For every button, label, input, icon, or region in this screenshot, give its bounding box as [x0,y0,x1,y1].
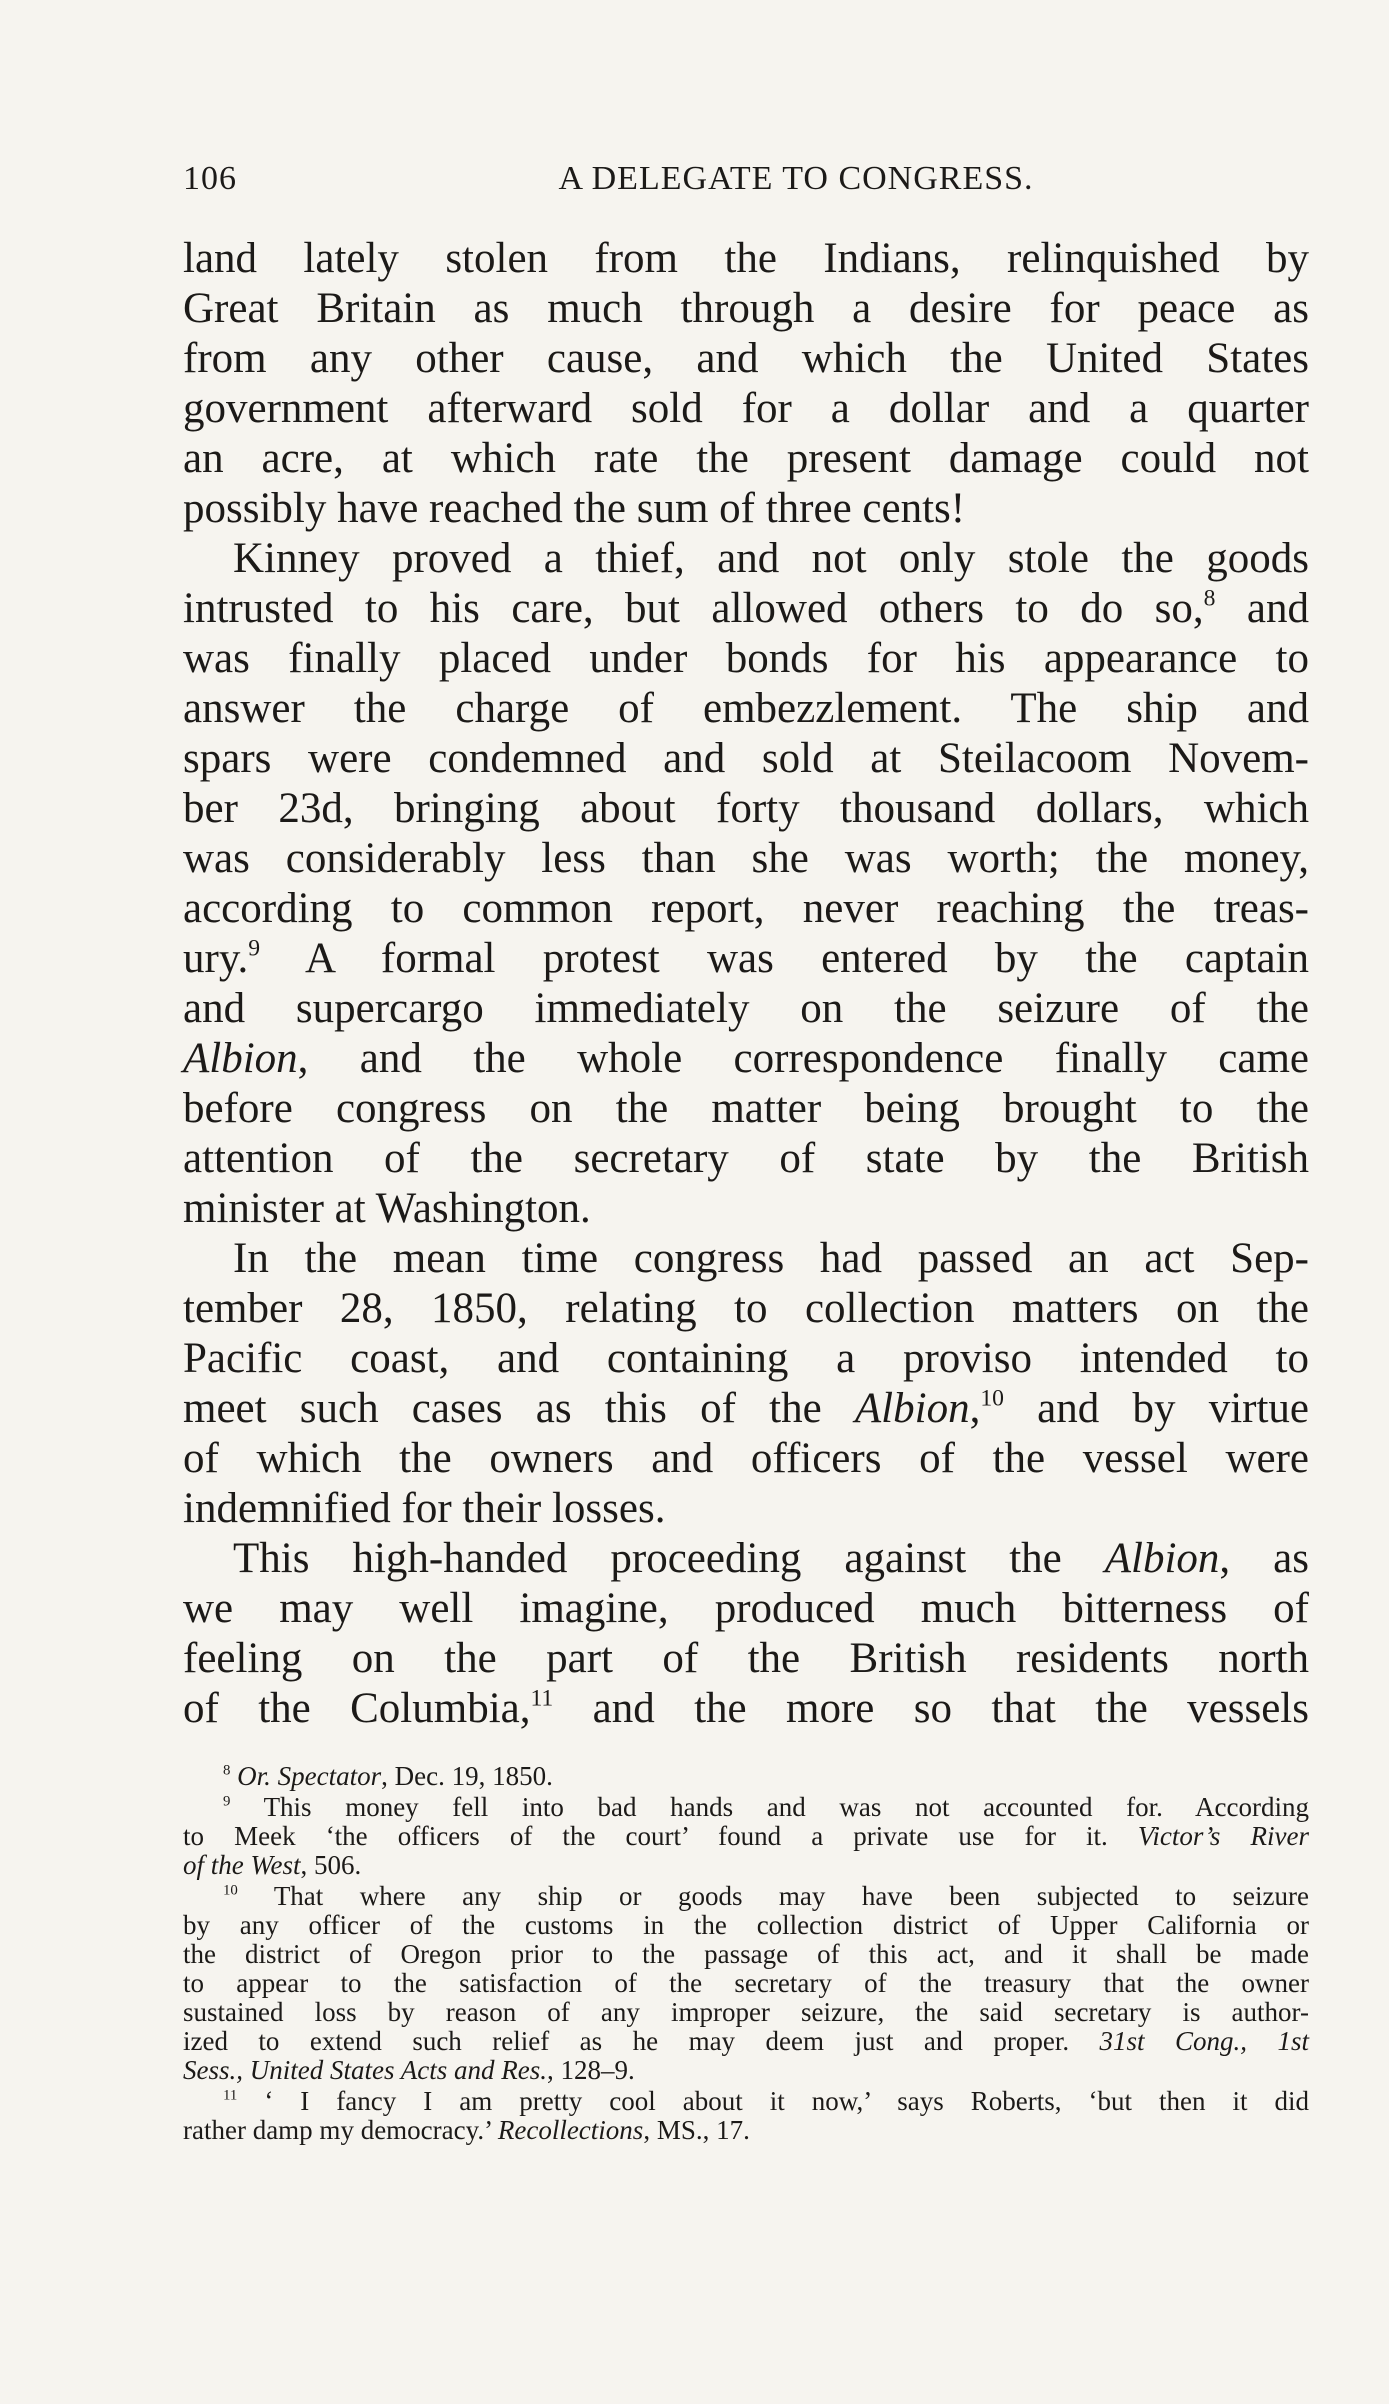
text-line: Great Britain as much through a desire for peace as [183,285,1309,332]
footnote-line: $^9$ This money fell into bad hands and was not accounted for. According [223,1792,1309,1822]
text-line: from any other cause, and which the United States [183,335,1309,382]
text-line: before congress on the matter being brought to the [183,1085,1309,1132]
footnote-line: sustained loss by reason of any improper seizure, the said secretary is author- [183,1997,1309,2027]
text-line: This high-handed proceeding against the Albion, as [233,1535,1309,1582]
citation-title: Or. Spectator [237,1761,382,1791]
footnote-mark: 11 [223,2087,238,2104]
footnote-ref-8: 8 [1203,585,1216,612]
vessel-name: Albion [854,1385,970,1432]
footnote-line: of the West, 506. [183,1850,362,1880]
footnote-mark: 9 [223,1793,231,1810]
text-line: tember 28, 1850, relating to collection matters on the [183,1285,1309,1332]
text-line: minister at Washington. [183,1185,591,1232]
paragraph-2 [183,534,1309,1234]
footnotes [183,1762,1309,2145]
footnote-line: $^{11}$ ‘ I fancy I am pretty cool about it now,’ says Roberts, ‘but then it did [223,2086,1310,2116]
footnote-line: to Meek ‘the officers of the court’ found a private use for it. Victor’s River [183,1821,1309,1851]
text-line: feeling on the part of the British residents north [183,1635,1309,1682]
footnote-10 [183,1882,1309,2085]
text-line: of which the owners and officers of the vessel were [183,1435,1309,1482]
footnote-9 [183,1793,1309,1880]
text-line: Kinney proved a thief, and not only stole the goods [233,535,1309,582]
footnote-line: to appear to the satisfaction of the secretary of the treasury that the owner [183,1968,1309,1998]
citation-title: of the West [183,1850,301,1880]
text-line: an acre, at which rate the present damage could not [183,435,1309,482]
text-line: we may well imagine, produced much bitterness of [183,1585,1309,1632]
text-line: spars were condemned and sold at Steilacoom Novem- [183,735,1309,782]
text-line: ber 23d, bringing about forty thousand dollars, which [183,785,1309,832]
footnote-ref-10: 10 [980,1385,1004,1412]
footnote-mark: 8 [223,1762,231,1779]
text-line: possibly have reached the sum of three cents! [183,485,966,532]
footnote-8 [183,1762,1309,1791]
footnote-line: $^{10}$ That where any ship or goods may have been subjected to seizure [223,1881,1310,1911]
text-line: In the mean time congress had passed an act Sep- [233,1235,1309,1282]
text-line: intrusted to his care, but allowed others to do so,$^8$ and [183,585,1309,632]
paragraph-4 [183,1534,1309,1734]
citation-title: Victor’s River [1137,1821,1309,1851]
text-line: meet such cases as this of the Albion,$^{10}$ and by virtue [183,1385,1309,1432]
text-line: was considerably less than she was worth; the money, [183,835,1309,882]
footnote-ref-11: 11 [530,1685,554,1712]
footnote-line: Sess., United States Acts and Res., 128–9. [183,2055,635,2085]
footnote-11 [183,2087,1309,2145]
paragraph-3 [183,1234,1309,1534]
text-line: was finally placed under bonds for his appearance to [183,635,1309,682]
text-line: of the Columbia,$^{11}$ and the more so that the vessels [183,1685,1309,1732]
text-line: Pacific coast, and containing a proviso intended to [183,1335,1309,1382]
body-text [183,234,1309,1734]
footnote-line: the district of Oregon prior to the passage of this act, and it shall be made [183,1939,1309,1969]
footnote-line: by any officer of the customs in the collection district of Upper California or [183,1910,1309,1940]
text-line: Albion, and the whole correspondence finally came [183,1035,1309,1082]
vessel-name: Albion [1104,1535,1220,1582]
page-number: 106 [183,160,237,197]
text-line: land lately stolen from the Indians, relinquished by [183,235,1309,282]
text-line: ury.$^9$ A formal protest was entered by the captain [183,935,1309,982]
footnote-line: rather damp my democracy.’ Recollections, MS., 17. [183,2115,750,2145]
text-line: government afterward sold for a dollar and a quarter [183,385,1309,432]
footnote-line: $^8$ Or. Spectator, Dec. 19, 1850. [223,1761,553,1791]
citation-title: 31st Cong., 1st [1099,2026,1309,2056]
text-line: and supercargo immediately on the seizure of the [183,985,1309,1032]
citation-title: Recollections [497,2115,644,2145]
text-line: indemnified for their losses. [183,1485,666,1532]
paragraph-1 [183,234,1309,534]
running-title: A DELEGATE TO CONGRESS. [558,160,1034,197]
vessel-name: Albion [183,1035,298,1082]
footnote-mark: 10 [223,1882,238,1899]
footnote-ref-9: 9 [248,935,261,962]
text-line: attention of the secretary of state by the British [183,1135,1309,1182]
text-line: answer the charge of embezzlement. The ship and [183,685,1309,732]
citation-title: Sess., United States Acts and Res. [183,2055,547,2085]
text-line: according to common report, never reaching the treas- [183,885,1309,932]
footnote-line: ized to extend such relief as he may deem just and proper. 31st Cong., 1st [183,2026,1309,2056]
book-page [183,160,1309,2147]
running-head [183,160,1309,204]
